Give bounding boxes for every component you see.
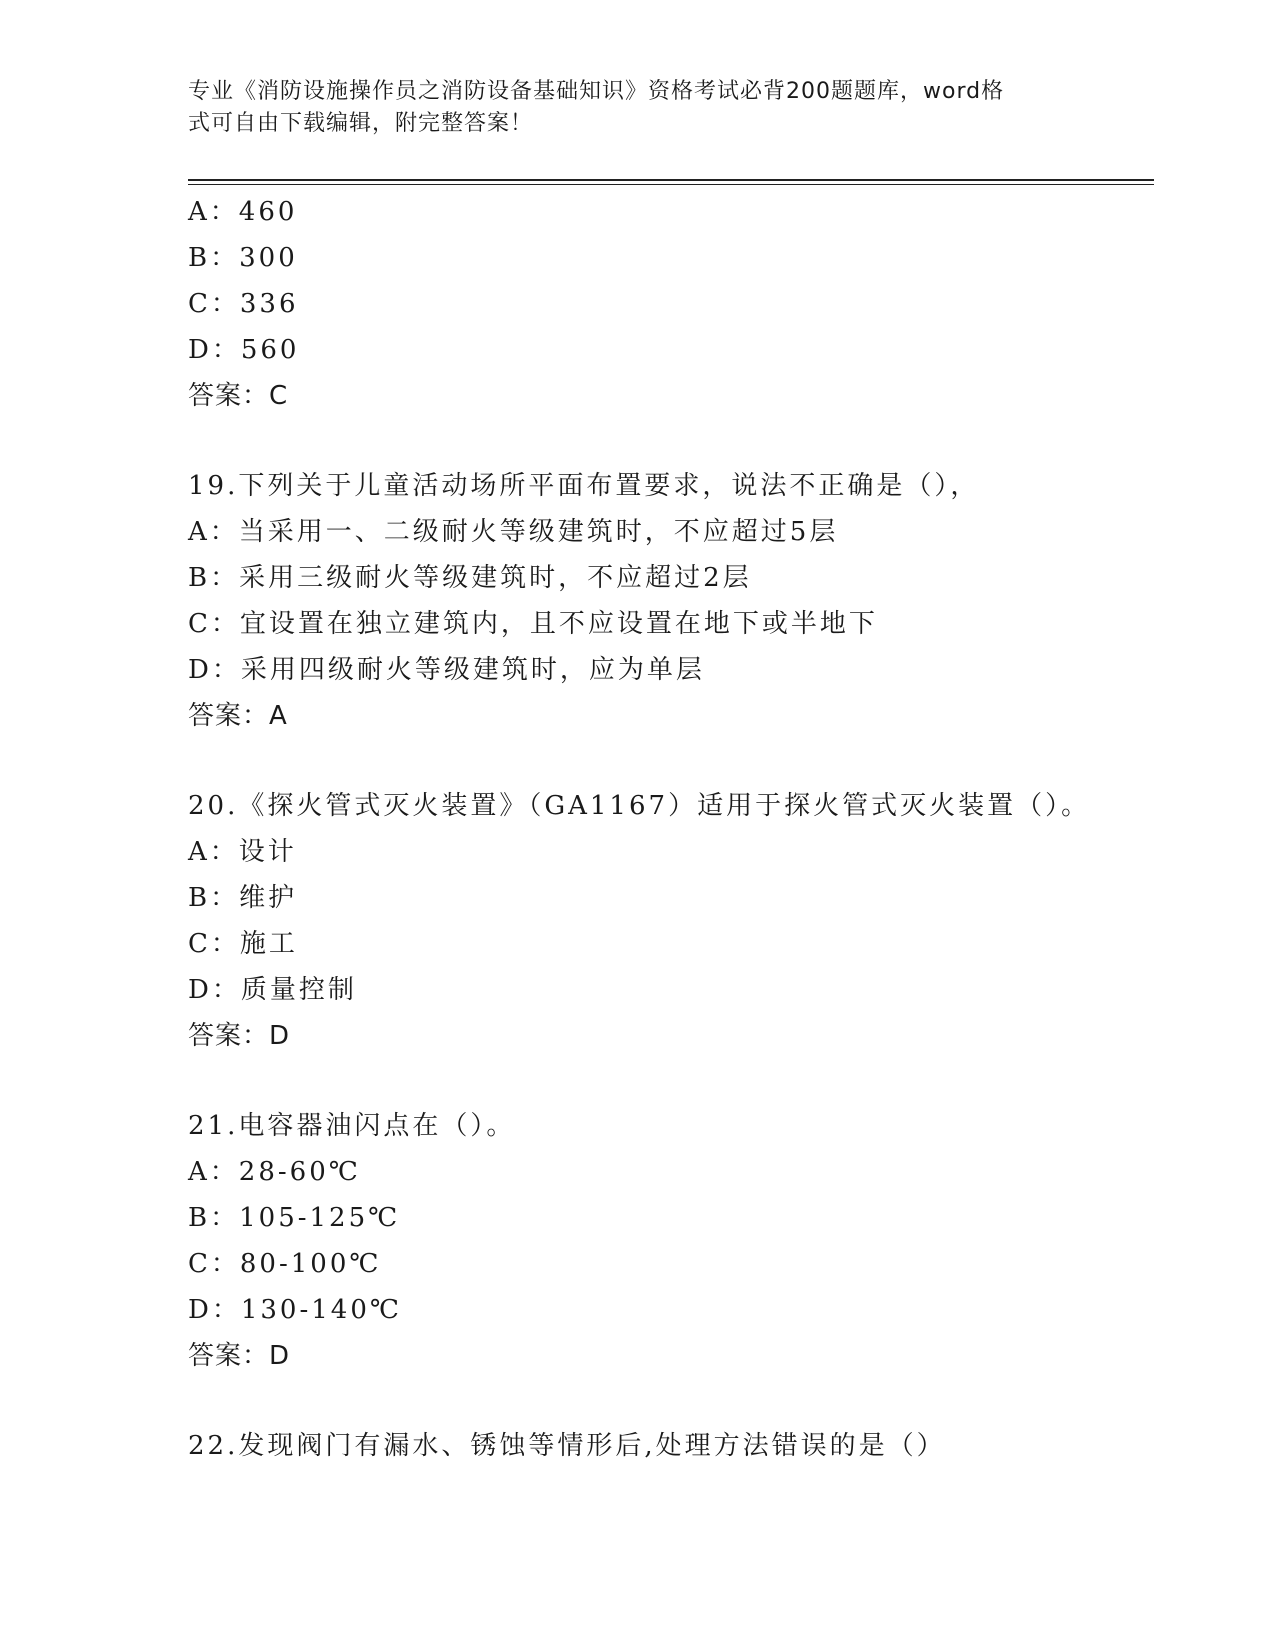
option-c: C：宜设置在独立建筑内，且不应设置在地下或半地下 [188,609,878,639]
question-list [188,189,1154,1469]
question-text: 19.下列关于儿童活动场所平面布置要求，说法不正确是（）， [188,471,980,501]
spacer [188,1379,1154,1423]
option-d: D：采用四级耐火等级建筑时，应为单层 [188,655,705,685]
header-line-2: 式可自由下载编辑，附完整答案！ [188,111,534,136]
question-19 [188,463,1154,739]
answer: 答案：D [188,1021,291,1051]
header-divider-thin [188,184,1154,185]
option-b: B：300 [188,243,298,273]
option-a: A：当采用一、二级耐火等级建筑时，不应超过5层 [188,517,839,547]
option-c: C：80-100℃ [188,1249,382,1279]
spacer [188,739,1154,783]
spacer [188,419,1154,463]
header-divider-thick [188,179,1154,181]
question-text: 22.发现阀门有漏水、锈蚀等情形后,处理方法错误的是（） [188,1431,946,1461]
header-line-1: 专业《消防设施操作员之消防设备基础知识》资格考试必背200题题库，word格 [188,79,1005,104]
option-b: B：采用三级耐火等级建筑时，不应超过2层 [188,563,752,593]
answer: 答案：C [188,381,289,411]
option-b: B：105-125℃ [188,1203,401,1233]
option-b: B：维护 [188,883,298,913]
option-d: D：130-140℃ [188,1295,402,1325]
option-d: D：560 [188,335,300,365]
question-text: 21.电容器油闪点在（）。 [188,1111,516,1141]
answer: 答案：D [188,1341,291,1371]
option-a: A：460 [188,197,298,227]
option-a: A：设计 [188,837,297,867]
document-header [188,76,1068,140]
question-22 [188,1423,1154,1469]
question-18 [188,189,1154,419]
answer: 答案：A [188,701,288,731]
option-c: C：336 [188,289,299,319]
option-c: C：施工 [188,929,298,959]
question-20 [188,783,1154,1059]
option-d: D：质量控制 [188,975,357,1005]
spacer [188,1059,1154,1103]
question-21 [188,1103,1154,1379]
option-a: A：28-60℃ [188,1157,361,1187]
question-text: 20.《探火管式灭火装置》（GA1167）适用于探火管式灭火装置（）。 [188,791,1091,821]
